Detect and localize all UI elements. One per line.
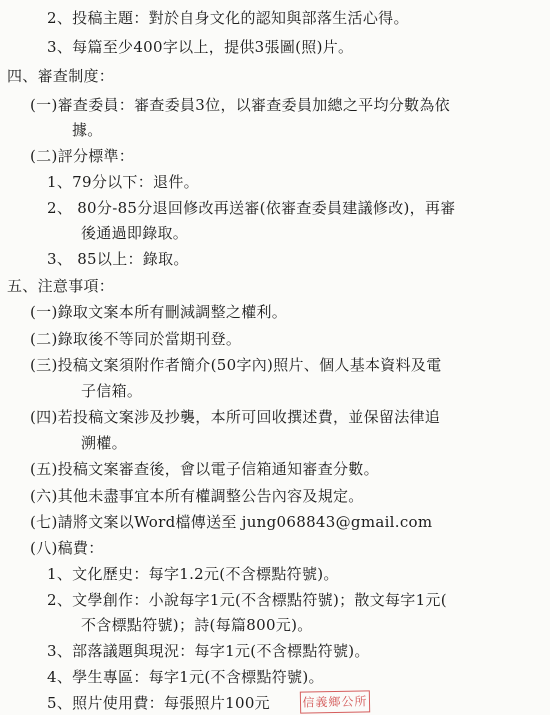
text-line: 溯權。 <box>81 434 127 452</box>
text-line: (八)稿費： <box>30 539 104 557</box>
text-line: (一)審查委員：審查委員3位，以審查委員加總之平均分數為依 <box>30 96 450 114</box>
text-line: 子信箱。 <box>81 382 143 400</box>
text-line: 3、 85以上：錄取。 <box>47 250 189 268</box>
text-line: 5、照片使用費：每張照片100元 <box>47 694 270 712</box>
text-line: 後通過即錄取。 <box>81 224 189 242</box>
text-line: 不含標點符號)；詩(每篇800元)。 <box>81 616 313 634</box>
text-line: (四)若投稿文案涉及抄襲，本所可回收撰述費，並保留法律追 <box>30 408 441 426</box>
text-line: 3、每篇至少400字以上，提供3張圖(照)片。 <box>47 38 354 56</box>
text-line: 1、79分以下：退件。 <box>47 173 199 191</box>
text-line: (五)投稿文案審查後，會以電子信箱通知審查分數。 <box>30 460 379 478</box>
text-line: (三)投稿文案須附作者簡介(50字內)照片、個人基本資料及電 <box>30 356 442 374</box>
text-line: 3、部落議題與現況：每字1元(不含標點符號)。 <box>47 642 370 660</box>
text-line: (二)評分標準： <box>30 147 135 165</box>
section-heading: 四、審查制度： <box>7 67 115 85</box>
text-line: 2、投稿主題：對於自身文化的認知與部落生活心得。 <box>47 9 409 27</box>
text-line: 2、 80分-85分退回修改再送審(依審查委員建議修改)，再審 <box>47 199 456 217</box>
text-line: (七)請將文案以Word檔傳送至 jung068843@gmail.com <box>30 513 433 531</box>
text-line: (一)錄取文案本所有刪減調整之權利。 <box>30 303 288 321</box>
text-line: (六)其他未盡事宜本所有權調整公告內容及規定。 <box>30 487 364 505</box>
text-line: 1、文化歷史：每字1.2元(不含標點符號)。 <box>47 565 339 583</box>
text-line: 2、文學創作：小說每字1元(不含標點符號)；散文每字1元( <box>47 591 447 609</box>
text-line: 4、學生專區：每字1元(不含標點符號)。 <box>47 668 324 686</box>
text-line: (二)錄取後不等同於當期刊登。 <box>30 330 242 348</box>
red-seal-stamp: 信義鄉公所 <box>300 690 370 713</box>
section-heading: 五、注意事項： <box>7 277 115 295</box>
text-line: 據。 <box>72 121 103 139</box>
